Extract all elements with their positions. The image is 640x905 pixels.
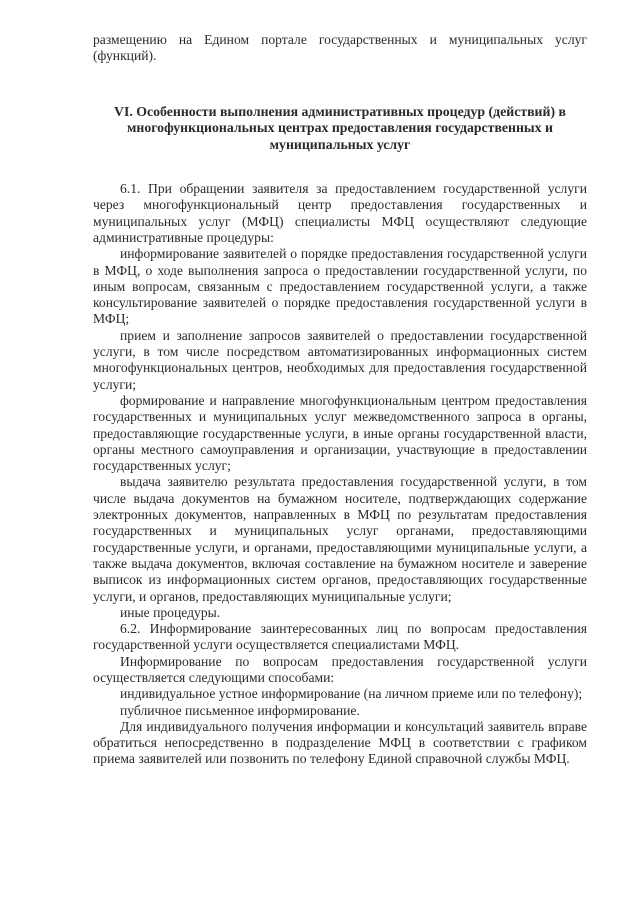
paragraph-interagency-request: формирование и направление многофункциональным центром предоставления государственных и муниципальных услуг межведомственного запроса в органы, предоставляющие государственные услуги, в иные органы государственной власти, органы местного самоуправления и организации, участвующие в предоставлении государственных услуг;: [93, 392, 587, 474]
document-page: [93, 32, 587, 768]
paragraph-informing-methods: Информирование по вопросам предоставления государственной услуги осуществляется следующими способами:: [93, 653, 587, 685]
continuation-paragraph: размещению на Едином портале государственных и муниципальных услуг (функций).: [93, 32, 587, 64]
paragraph-result-issuance: выдача заявителю результата предоставления государственной услуги, в том числе выдача документов на бумажном носителе, подтверждающих содержание электронных документов, направленных в МФЦ по результатам предоставления государственных и муниципальных услуг органами, предоставляющими государственные услуги, и органами, предоставляющими муниципальные услуги, а также выдача документов, включая составление на бумажном носителе и заверение выписок из информационных систем органов, предоставляющих государственные услуги, и органов, предоставляющих муниципальные услуги;: [93, 474, 587, 604]
paragraph-reception: прием и заполнение запросов заявителей о предоставлении государственной услуги, в том числе посредством автоматизированных информационных систем многофункциональных центров, необходимых для предоставления государственной услуги;: [93, 327, 587, 392]
paragraph-other-procedures: иные процедуры.: [120, 604, 221, 620]
section-heading: VI. Особенности выполнения административных процедур (действий) в многофункциональных центрах предоставления государственных и муниципальных услуг: [114, 103, 566, 152]
paragraph-6-2: 6.2. Информирование заинтересованных лиц по вопросам предоставления государственной услуги осуществляется специалистами МФЦ.: [93, 621, 587, 653]
paragraph-individual-consultation: Для индивидуального получения информации и консультаций заявитель вправе обратиться непосредственно в подразделение МФЦ в соответствии с графиком приема заявителей или позвонить по телефону Единой справочной службы МФЦ.: [93, 718, 587, 767]
paragraph-written-informing: публичное письменное информирование.: [120, 702, 360, 718]
paragraph-6-1: 6.1. При обращении заявителя за предоставлением государственной услуги через многофункциональный центр предоставления государственных и муниципальных услуг (МФЦ) специалисты МФЦ осуществляют следующие административные процедуры:: [93, 181, 587, 245]
paragraph-oral-informing: индивидуальное устное информирование (на личном приеме или по телефону);: [120, 686, 583, 702]
paragraph-informing: информирование заявителей о порядке предоставления государственной услуги в МФЦ, о ходе выполнения запроса о предоставлении государственной услуги, по иным вопросам, связанным с предоставлением государственной услуги, а также консультирование заявителей о порядке предоставления государственной услуги в МФЦ;: [93, 246, 587, 327]
